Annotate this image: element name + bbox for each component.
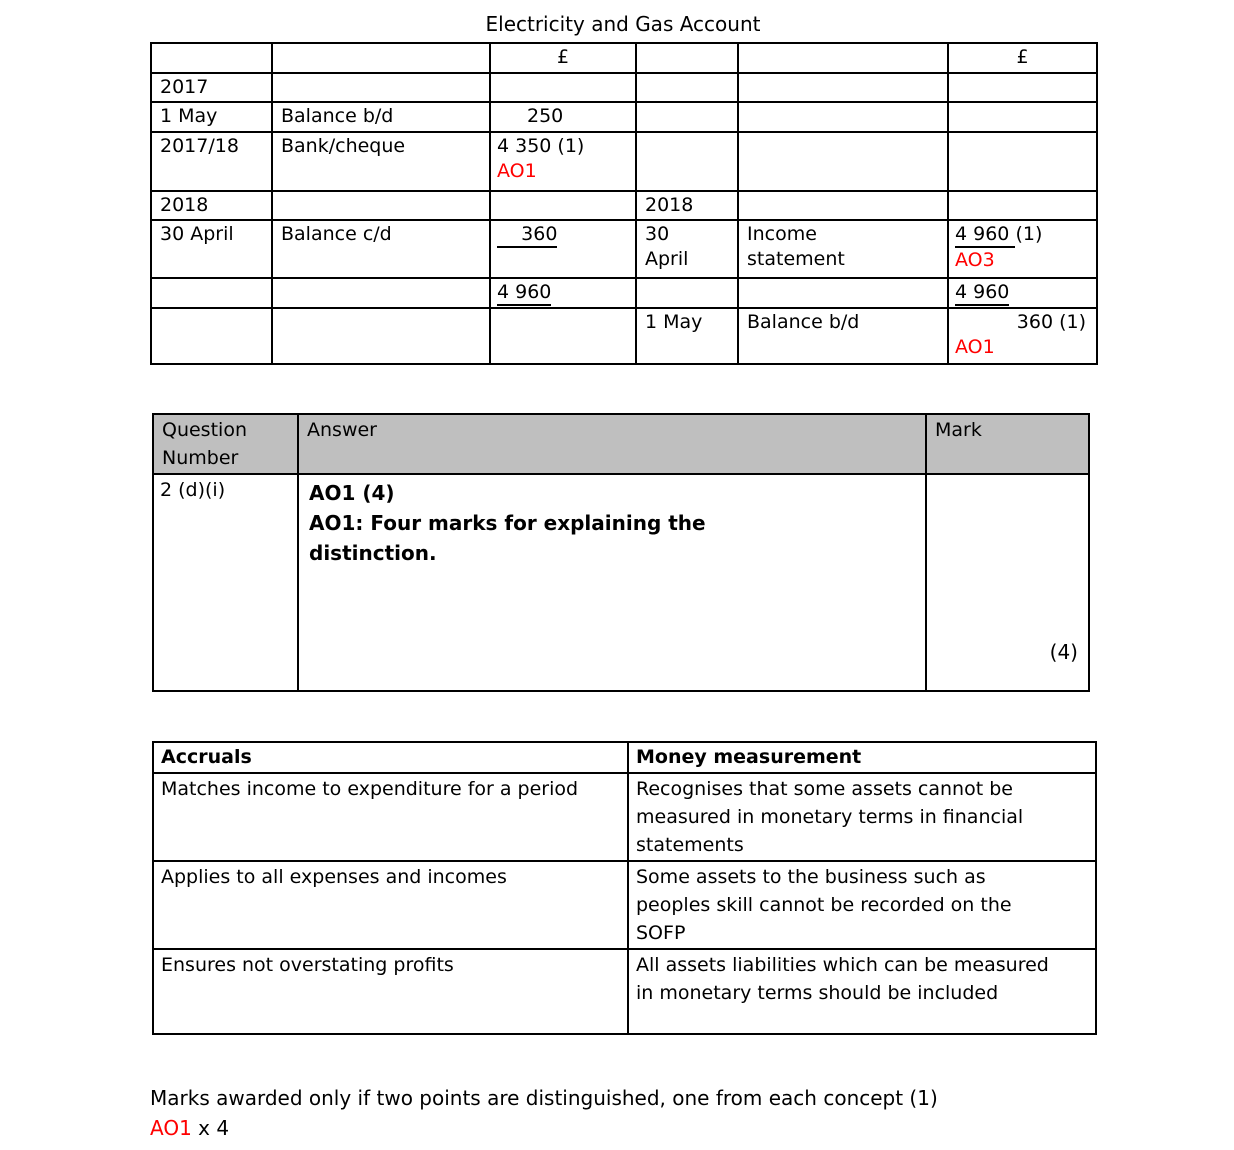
ledger-cell-empty [636, 278, 738, 308]
underlined-amount: 4 960 [955, 281, 1009, 306]
underlined-amount: 4 960 [955, 223, 1015, 248]
ledger-cell-empty [151, 43, 272, 73]
money-measurement-point: All assets liabilities which can be measured in monetary terms should be included [628, 949, 1096, 1034]
ledger-debit-year: 2018 [151, 191, 272, 220]
ao-tag: AO1 [497, 160, 537, 182]
ledger-debit-desc: Bank/cheque [272, 132, 490, 191]
answer-line: AO1 (4) [309, 481, 395, 505]
ledger-credit-total [948, 278, 1097, 308]
ledger-credit-date: 30 April [636, 220, 738, 278]
ledger-cell-empty [272, 73, 490, 102]
answer-cell [298, 474, 926, 691]
ao-multiplier: x 4 [191, 1116, 230, 1140]
ledger-credit-desc: Balance b/d [738, 308, 948, 364]
underlined-amount: 4 960 [497, 281, 551, 306]
ledger-cell-empty [636, 102, 738, 132]
ledger-cell-empty [272, 278, 490, 308]
mark-note: (1) [1015, 223, 1043, 245]
ledger-credit-desc: Income statement [738, 220, 948, 278]
column-header-answer: Answer [298, 414, 926, 474]
ledger-cell-empty [151, 278, 272, 308]
ledger-cell-empty [738, 278, 948, 308]
marks-note-line1: Marks awarded only if two points are distinguished, one from each concept (1) [150, 1086, 938, 1110]
ledger-cell-empty [272, 308, 490, 364]
ledger-cell-empty [948, 73, 1097, 102]
ledger-cell-empty [490, 73, 636, 102]
ledger-cell-empty [490, 191, 636, 220]
ledger-cell-empty [636, 73, 738, 102]
column-header-mark: Mark [926, 414, 1089, 474]
underlined-amount: 360 [497, 223, 557, 248]
accruals-point: Matches income to expenditure for a period [153, 773, 628, 861]
ao-tag: AO1 [150, 1116, 192, 1140]
ledger-debit-desc: Balance b/d [272, 102, 490, 132]
ledger-debit-date: 2017/18 [151, 132, 272, 191]
ledger-credit-currency-header: £ [948, 43, 1097, 73]
ledger-amount-value [955, 222, 1090, 248]
ledger-amount-value: 360 (1) [1016, 311, 1086, 333]
ledger-cell-empty [738, 132, 948, 191]
mark-value: (4) [926, 474, 1089, 691]
accruals-point: Ensures not overstating profits [153, 949, 628, 1034]
account-title: Electricity and Gas Account [485, 12, 761, 36]
ledger-cell-empty [490, 308, 636, 364]
ledger-debit-date: 30 April [151, 220, 272, 278]
ledger-cell-empty [272, 191, 490, 220]
ledger-debit-date: 1 May [151, 102, 272, 132]
ledger-debit-year: 2017 [151, 73, 272, 102]
ledger-cell-empty [272, 43, 490, 73]
mark-scheme-table [152, 413, 1090, 692]
ledger-debit-total [490, 278, 636, 308]
ledger-cell-empty [948, 102, 1097, 132]
question-number: 2 (d)(i) [153, 474, 298, 691]
ledger-debit-desc: Balance c/d [272, 220, 490, 278]
ledger-credit-year: 2018 [636, 191, 738, 220]
ledger-cell-empty [738, 43, 948, 73]
marks-note-line2 [150, 1113, 938, 1143]
ledger-credit-amount [948, 308, 1097, 364]
ao-tag: AO1 [955, 336, 995, 358]
column-header-question-number: Question Number [153, 414, 298, 474]
ledger-cell-empty [738, 73, 948, 102]
marks-note [150, 1083, 938, 1143]
concept-header-money-measurement: Money measurement [628, 742, 1096, 773]
ledger-cell-empty [636, 132, 738, 191]
ledger-amount-value: 4 350 (1) [497, 135, 585, 157]
ledger-debit-currency-header: £ [490, 43, 636, 73]
ledger-cell-empty [948, 191, 1097, 220]
ledger-cell-empty [738, 102, 948, 132]
ledger-cell-empty [636, 43, 738, 73]
concept-header-accruals: Accruals [153, 742, 628, 773]
ledger-debit-amount [490, 132, 636, 191]
ledger-cell-empty [948, 132, 1097, 191]
ledger-debit-amount: 250 [490, 102, 636, 132]
ledger-cell-empty [738, 191, 948, 220]
ao-tag: AO3 [955, 249, 995, 271]
concept-comparison-table [152, 741, 1097, 1035]
money-measurement-point: Some assets to the business such as peoples skill cannot be recorded on the SOFP [628, 861, 1096, 949]
answer-line: AO1: Four marks for explaining the distinction. [309, 511, 706, 565]
ledger-credit-date: 1 May [636, 308, 738, 364]
ledger-cell-empty [151, 308, 272, 364]
ledger-table [150, 42, 1098, 365]
ledger-credit-amount [948, 220, 1097, 278]
accruals-point: Applies to all expenses and incomes [153, 861, 628, 949]
ledger-debit-amount [490, 220, 636, 278]
money-measurement-point: Recognises that some assets cannot be measured in monetary terms in financial statements [628, 773, 1096, 861]
